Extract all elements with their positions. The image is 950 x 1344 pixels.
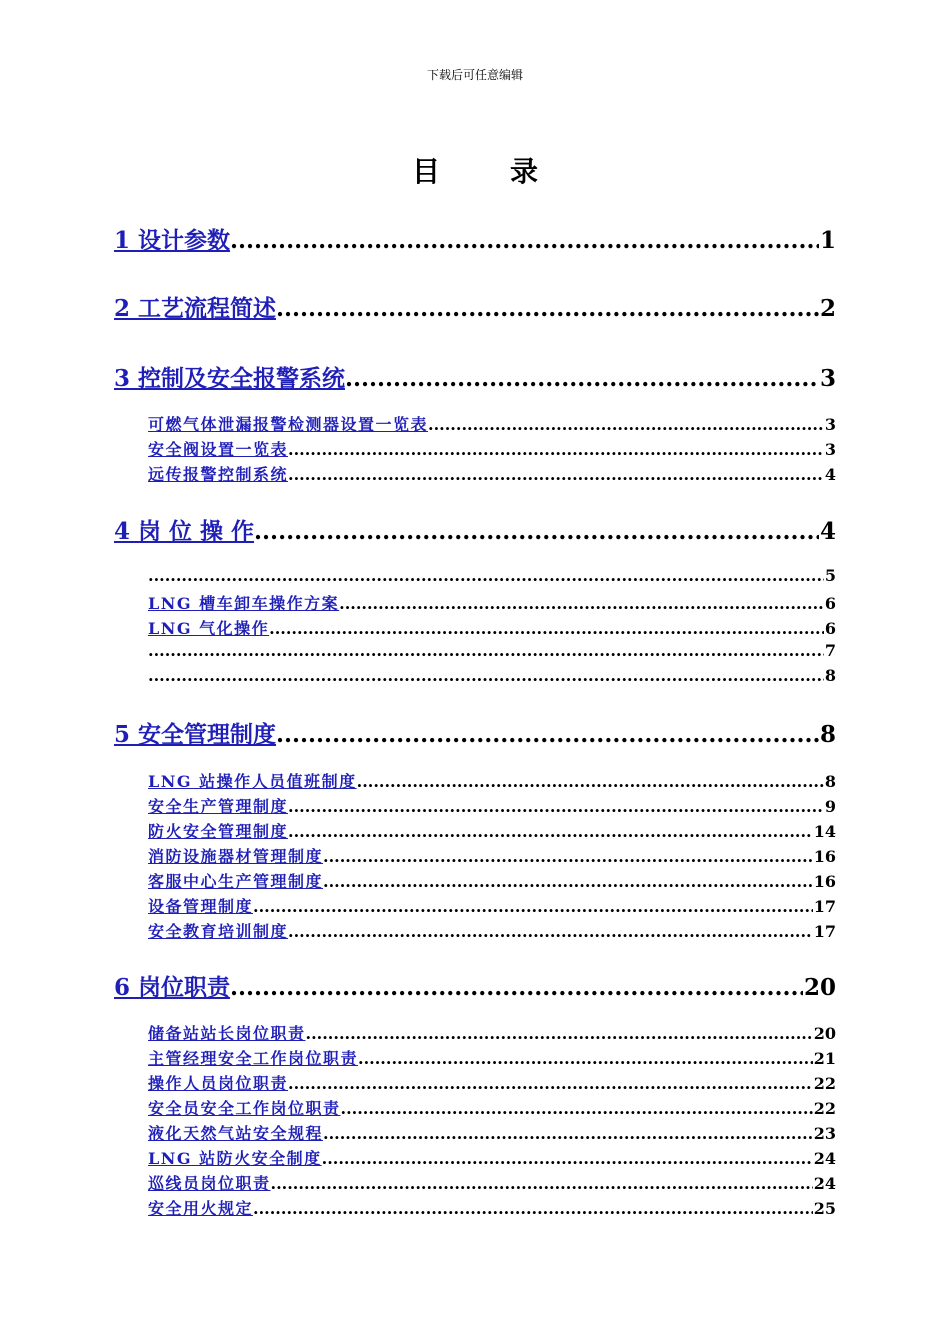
toc-page-number: 24 — [813, 1149, 836, 1168]
toc-page-number: 20 — [813, 1024, 836, 1043]
toc-page-number: 4 — [824, 465, 836, 484]
toc-entry-label[interactable]: 安全用火规定 — [148, 1199, 254, 1218]
toc-page-number: 7 — [824, 641, 836, 660]
toc-leader-dots — [288, 465, 824, 484]
toc-leader-dots — [269, 619, 824, 638]
toc-page-number: 17 — [813, 922, 836, 941]
toc-leader-dots — [288, 797, 824, 816]
toc-entry-label[interactable]: 客服中心生产管理制度 — [148, 872, 324, 891]
toc-section-entry[interactable] — [148, 641, 836, 663]
toc-section-entry[interactable] — [148, 819, 836, 841]
toc-entry-label[interactable]: 储备站站长岗位职责 — [148, 1024, 306, 1043]
toc-leader-dots — [288, 922, 813, 941]
toc-leader-dots — [288, 1074, 813, 1093]
toc-section-entry[interactable] — [148, 769, 836, 791]
toc-section-entry[interactable] — [148, 616, 836, 638]
toc-page-number: 8 — [819, 721, 836, 748]
toc-section-entry[interactable] — [148, 1146, 836, 1168]
toc-leader-dots — [148, 566, 824, 585]
toc-leader-dots — [288, 822, 813, 841]
toc-entry-label[interactable]: 操作人员岗位职责 — [148, 1074, 289, 1093]
toc-leader-dots — [341, 1099, 813, 1118]
toc-section-entry[interactable] — [148, 919, 836, 941]
toc-entry-label[interactable]: 防火安全管理制度 — [148, 822, 289, 841]
toc-section-entry[interactable] — [148, 666, 836, 688]
toc-entry-label[interactable]: 主管经理安全工作岗位职责 — [148, 1049, 359, 1068]
toc-page-number: 23 — [813, 1124, 836, 1143]
toc-page-number: 6 — [824, 619, 836, 638]
toc-page-number: 3 — [819, 365, 836, 392]
toc-page-number: 20 — [803, 974, 836, 1001]
toc-entry-label[interactable]: LNG 站防火安全制度 — [148, 1149, 322, 1168]
toc-page-number: 25 — [813, 1199, 836, 1218]
toc-section-entry[interactable] — [148, 591, 836, 613]
toc-entry-label[interactable]: 4 岗 位 操 作 — [114, 518, 255, 545]
toc-section-entry[interactable] — [148, 1021, 836, 1043]
toc-entry-label[interactable]: 安全阀设置一览表 — [148, 440, 289, 459]
toc-entry-label[interactable]: 3 控制及安全报警系统 — [114, 365, 346, 392]
toc-leader-dots — [253, 897, 813, 916]
toc-entry-label[interactable]: 1 设计参数 — [114, 227, 231, 254]
toc-section-entry[interactable] — [148, 869, 836, 891]
toc-leader-dots — [323, 872, 813, 891]
toc-leader-dots — [148, 666, 824, 685]
toc-entry-label[interactable]: 6 岗位职责 — [114, 974, 231, 1001]
toc-page-number: 8 — [824, 666, 836, 685]
toc-section-entry[interactable] — [148, 794, 836, 816]
toc-leader-dots — [428, 415, 824, 434]
toc-entry-label[interactable]: LNG 站操作人员值班制度 — [148, 772, 357, 791]
toc-page-number: 8 — [824, 772, 836, 791]
page-title: 目录 — [411, 155, 608, 188]
toc-page-number: 21 — [813, 1049, 836, 1068]
toc-entry-label[interactable]: 5 安全管理制度 — [114, 721, 277, 748]
toc-leader-dots — [322, 1149, 813, 1168]
toc-section-entry[interactable] — [148, 1196, 836, 1218]
toc-section-entry[interactable] — [148, 1096, 836, 1118]
toc-page-number: 14 — [813, 822, 836, 841]
toc-leader-dots — [230, 227, 819, 254]
toc-entry-label[interactable]: LNG 气化操作 — [148, 619, 270, 638]
toc-section-entry[interactable] — [148, 437, 836, 459]
toc-chapter-entry[interactable] — [114, 716, 836, 748]
toc-section-entry[interactable] — [148, 412, 836, 434]
toc-leader-dots — [276, 295, 819, 322]
toc-leader-dots — [254, 518, 819, 545]
toc-page-number: 1 — [819, 227, 836, 254]
toc-entry-label[interactable]: 设备管理制度 — [148, 897, 254, 916]
toc-leader-dots — [339, 594, 824, 613]
toc-section-entry[interactable] — [148, 844, 836, 866]
toc-entry-label[interactable]: 可燃气体泄漏报警检测器设置一览表 — [148, 415, 429, 434]
toc-section-entry[interactable] — [148, 1171, 836, 1193]
toc-page-number: 2 — [819, 295, 836, 322]
toc-section-entry[interactable] — [148, 462, 836, 484]
toc-leader-dots — [288, 440, 824, 459]
toc-page-number: 4 — [819, 518, 836, 545]
toc-section-entry[interactable] — [148, 894, 836, 916]
toc-entry-label[interactable]: 远传报警控制系统 — [148, 465, 289, 484]
page-header: 下载后可任意编辑 — [426, 68, 523, 82]
toc-leader-dots — [358, 1049, 813, 1068]
toc-chapter-entry[interactable] — [114, 360, 836, 392]
toc-leader-dots — [271, 1174, 813, 1193]
toc-entry-label[interactable]: 2 工艺流程简述 — [114, 295, 277, 322]
toc-page-number: 6 — [824, 594, 836, 613]
toc-section-entry[interactable] — [148, 1046, 836, 1068]
toc-leader-dots — [253, 1199, 813, 1218]
toc-page-number: 24 — [813, 1174, 836, 1193]
toc-section-entry[interactable] — [148, 566, 836, 588]
toc-chapter-entry[interactable] — [114, 222, 836, 254]
toc-page-number: 9 — [824, 797, 836, 816]
toc-page-number: 3 — [824, 440, 836, 459]
toc-chapter-entry[interactable] — [114, 969, 836, 1001]
toc-page-number: 22 — [813, 1099, 836, 1118]
toc-entry-label[interactable]: 消防设施器材管理制度 — [148, 847, 324, 866]
toc-leader-dots — [148, 641, 824, 660]
toc-leader-dots — [306, 1024, 813, 1043]
toc-leader-dots — [357, 772, 824, 791]
toc-entry-label[interactable]: LNG 槽车卸车操作方案 — [148, 594, 340, 613]
toc-page-number: 17 — [813, 897, 836, 916]
toc-leader-dots — [323, 847, 813, 866]
toc-entry-label[interactable]: 液化天然气站安全规程 — [148, 1124, 324, 1143]
toc-section-entry[interactable] — [148, 1071, 836, 1093]
toc-entry-label[interactable]: 安全生产管理制度 — [148, 797, 289, 816]
toc-page-number: 16 — [813, 872, 836, 891]
toc-entry-label[interactable]: 巡线员岗位职责 — [148, 1174, 271, 1193]
toc-leader-dots — [345, 365, 819, 392]
toc-page-number: 5 — [824, 566, 836, 585]
toc-leader-dots — [230, 974, 803, 1001]
toc-chapter-entry[interactable] — [114, 290, 836, 322]
toc-section-entry[interactable] — [148, 1121, 836, 1143]
toc-leader-dots — [323, 1124, 813, 1143]
toc-entry-label[interactable]: 安全员安全工作岗位职责 — [148, 1099, 341, 1118]
toc-entry-label[interactable]: 安全教育培训制度 — [148, 922, 289, 941]
toc-page-number: 3 — [824, 415, 836, 434]
toc-leader-dots — [276, 721, 819, 748]
toc-page-number: 16 — [813, 847, 836, 866]
toc-chapter-entry[interactable] — [114, 513, 836, 545]
toc-page-number: 22 — [813, 1074, 836, 1093]
